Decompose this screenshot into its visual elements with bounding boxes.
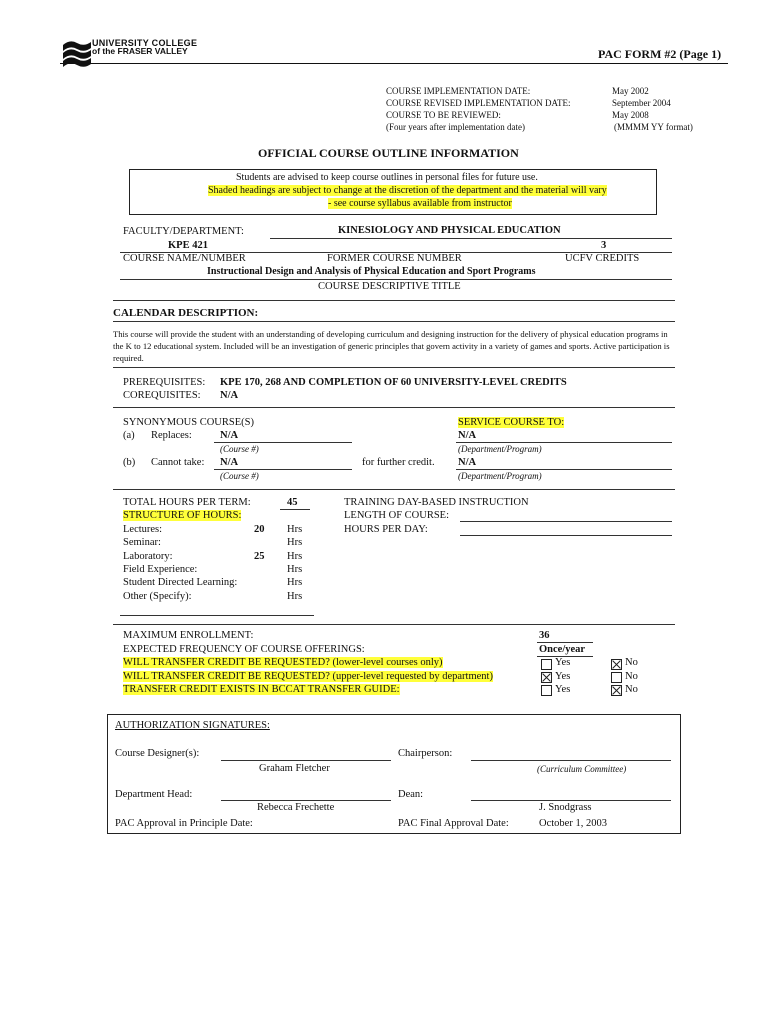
- total-hours-value: 45: [287, 497, 298, 508]
- replaces-line: [214, 442, 352, 443]
- transfer-upper-question: WILL TRANSFER CREDIT BE REQUESTED? (upper-level requested by department): [123, 671, 493, 682]
- course-number-value: KPE 421: [168, 240, 208, 251]
- bccat-no-label: No: [625, 684, 638, 695]
- review-note: (Four years after implementation date): [386, 122, 525, 132]
- designer-label: Course Designer(s):: [115, 748, 200, 759]
- designer-sign-line[interactable]: [221, 760, 391, 761]
- chair-note: (Curriculum Committee): [537, 764, 627, 774]
- further-credit-label: for further credit.: [362, 457, 435, 468]
- transfer-upper-no-checkbox[interactable]: [611, 672, 622, 683]
- revised-date-label: COURSE REVISED IMPLEMENTATION DATE:: [386, 98, 571, 108]
- synonymous-heading: SYNONYMOUS COURSE(S): [123, 417, 254, 428]
- credits-label: UCFV CREDITS: [565, 253, 640, 264]
- calendar-text: This course will provide the student with an understanding of developing curriculum and designing instruction for the delivery of physical education programs in the K to 12 educational system. Included will be an investigation of generic principles that govern activity in a variety of games and sports. Active participation is required.: [113, 329, 670, 363]
- course-hint1: (Course #): [220, 444, 259, 454]
- max-enrollment-label: MAXIMUM ENROLLMENT:: [123, 630, 254, 641]
- logo-line2: of the FRASER VALLEY: [92, 46, 188, 56]
- head-label: Department Head:: [115, 789, 193, 800]
- pac-principle-label: PAC Approval in Principle Date:: [115, 818, 253, 829]
- length-line: [460, 521, 672, 522]
- impl-date-value: May 2002: [612, 86, 649, 96]
- review-date-label: COURSE TO BE REVIEWED:: [386, 110, 501, 120]
- cannot-take-label: Cannot take:: [151, 457, 205, 468]
- hours-row-label: Seminar:: [123, 537, 161, 549]
- logo-line1: UNIVERSITY COLLEGE: [92, 38, 198, 48]
- frequency-value: Once/year: [539, 644, 586, 655]
- service-line1: [456, 442, 672, 443]
- length-label: LENGTH OF COURSE:: [344, 510, 450, 521]
- dean-sign-line[interactable]: [471, 800, 671, 801]
- format-note: (MMMM YY format): [614, 122, 693, 132]
- faculty-line: [270, 238, 672, 239]
- course-title-label: COURSE DESCRIPTIVE TITLE: [318, 281, 461, 292]
- hours-row-unit: Hrs: [287, 577, 303, 589]
- other-specify-line: [120, 615, 314, 616]
- title-line2: [113, 300, 675, 301]
- replaces-label: Replaces:: [151, 430, 192, 441]
- hours-row-unit: Hrs: [287, 590, 303, 602]
- transfer-lower-yes-checkbox[interactable]: [541, 659, 552, 670]
- signatures-heading: AUTHORIZATION SIGNATURES:: [115, 720, 270, 731]
- total-hours-line: [280, 509, 310, 510]
- service-value1: N/A: [458, 430, 477, 441]
- prereq-value: KPE 170, 268 AND COMPLETION OF 60 UNIVERSITY-LEVEL CREDITS: [220, 377, 567, 388]
- bccat-question: TRANSFER CREDIT EXISTS IN BCCAT TRANSFER GUIDE:: [123, 684, 400, 695]
- notice-line3: - see course syllabus available from instructor: [328, 198, 512, 209]
- title-line: [120, 279, 672, 280]
- hours-row-value: 25: [254, 550, 265, 562]
- hours-row-label: Laboratory:: [123, 550, 173, 562]
- hours-row-label: Field Experience:: [123, 563, 198, 575]
- calendar-heading: CALENDAR DESCRIPTION:: [113, 307, 259, 319]
- hours-row-value: 20: [254, 524, 265, 535]
- chair-sign-line[interactable]: [471, 760, 671, 761]
- hours-row-label: Student Directed Learning:: [123, 577, 238, 589]
- max-enrollment-value: 36: [539, 630, 550, 641]
- total-hours-label: TOTAL HOURS PER TERM:: [123, 497, 251, 508]
- bccat-yes-label: Yes: [555, 684, 571, 695]
- per-day-label: HOURS PER DAY:: [344, 524, 428, 535]
- dept-hint2: (Department/Program): [458, 471, 542, 481]
- transfer-lower-no-label: No: [625, 657, 638, 668]
- dept-hint1: (Department/Program): [458, 444, 542, 454]
- transfer-lower-question: WILL TRANSFER CREDIT BE REQUESTED? (lower-level courses only): [123, 657, 443, 668]
- dean-name: J. Snodgrass: [539, 802, 592, 813]
- per-day-line: [460, 535, 672, 536]
- calendar-rule: [113, 321, 675, 322]
- chair-label: Chairperson:: [398, 748, 453, 759]
- service-line2: [456, 469, 672, 470]
- service-value2: N/A: [458, 457, 477, 468]
- hours-row-unit: Hrs: [287, 524, 303, 535]
- hours-rule: [113, 624, 675, 625]
- hours-row-unit: Hrs: [287, 563, 303, 575]
- dean-label: Dean:: [398, 789, 424, 800]
- hours-row-label: Lectures:: [123, 524, 163, 535]
- hours-row-label: Other (Specify):: [123, 590, 192, 602]
- former-course-label: FORMER COURSE NUMBER: [327, 253, 462, 264]
- hours-row-unit: Hrs: [287, 537, 303, 549]
- frequency-label: EXPECTED FREQUENCY OF COURSE OFFERINGS:: [123, 644, 365, 655]
- designer-name: Graham Fletcher: [259, 763, 330, 774]
- impl-date-label: COURSE IMPLEMENTATION DATE:: [386, 86, 531, 96]
- faculty-label: FACULTY/DEPARTMENT:: [123, 226, 244, 237]
- calendar-end-rule: [113, 367, 675, 368]
- prereq-label: PREREQUISITES:: [123, 377, 206, 388]
- notice-line2: Shaded headings are subject to change at the discretion of the department and the material will vary: [208, 185, 607, 196]
- form-title: PAC FORM #2 (Page 1): [598, 47, 722, 61]
- transfer-lower-yes-label: Yes: [555, 657, 571, 668]
- replaces-value: N/A: [220, 430, 239, 441]
- pac-final-value: October 1, 2003: [539, 818, 607, 829]
- service-course-heading: SERVICE COURSE TO:: [458, 417, 565, 428]
- syn-b: (b): [123, 457, 136, 468]
- cannot-take-line: [214, 469, 352, 470]
- header-rule: [60, 63, 728, 64]
- logo-mark-icon: [60, 37, 94, 71]
- credits-value: 3: [601, 240, 607, 251]
- faculty-value: KINESIOLOGY AND PHYSICAL EDUCATION: [338, 225, 561, 236]
- cannot-take-value: N/A: [220, 457, 239, 468]
- training-label: TRAINING DAY-BASED INSTRUCTION: [344, 497, 529, 508]
- revised-date-value: September 2004: [612, 98, 671, 108]
- notice-line1: Students are advised to keep course outlines in personal files for future use.: [236, 172, 538, 183]
- coreq-label: COREQUISITES:: [123, 390, 201, 401]
- syn-a: (a): [123, 430, 135, 441]
- coreq-value: N/A: [220, 390, 239, 401]
- head-sign-line[interactable]: [221, 800, 391, 801]
- transfer-upper-yes-checkbox[interactable]: [541, 672, 552, 683]
- course-title-value: Instructional Design and Analysis of Physical Education and Sport Programs: [207, 266, 536, 277]
- outline-title: OFFICIAL COURSE OUTLINE INFORMATION: [258, 146, 519, 160]
- transfer-lower-no-checkbox[interactable]: [611, 659, 622, 670]
- bccat-yes-checkbox[interactable]: [541, 685, 552, 696]
- course-name-label: COURSE NAME/NUMBER: [123, 253, 246, 264]
- prereq-rule: [113, 407, 675, 408]
- max-enrollment-line: [537, 642, 593, 643]
- signatures-box: [107, 714, 681, 834]
- pac-final-label: PAC Final Approval Date:: [398, 818, 509, 829]
- hours-row-unit: Hrs: [287, 550, 303, 562]
- transfer-upper-yes-label: Yes: [555, 671, 571, 682]
- transfer-upper-no-label: No: [625, 671, 638, 682]
- review-date-value: May 2008: [612, 110, 649, 120]
- ucfv-logo: [60, 37, 210, 71]
- course-hint2: (Course #): [220, 471, 259, 481]
- synonymous-rule: [113, 489, 675, 490]
- structure-heading: STRUCTURE OF HOURS:: [123, 510, 242, 521]
- head-name: Rebecca Frechette: [257, 802, 335, 813]
- bccat-no-checkbox[interactable]: [611, 685, 622, 696]
